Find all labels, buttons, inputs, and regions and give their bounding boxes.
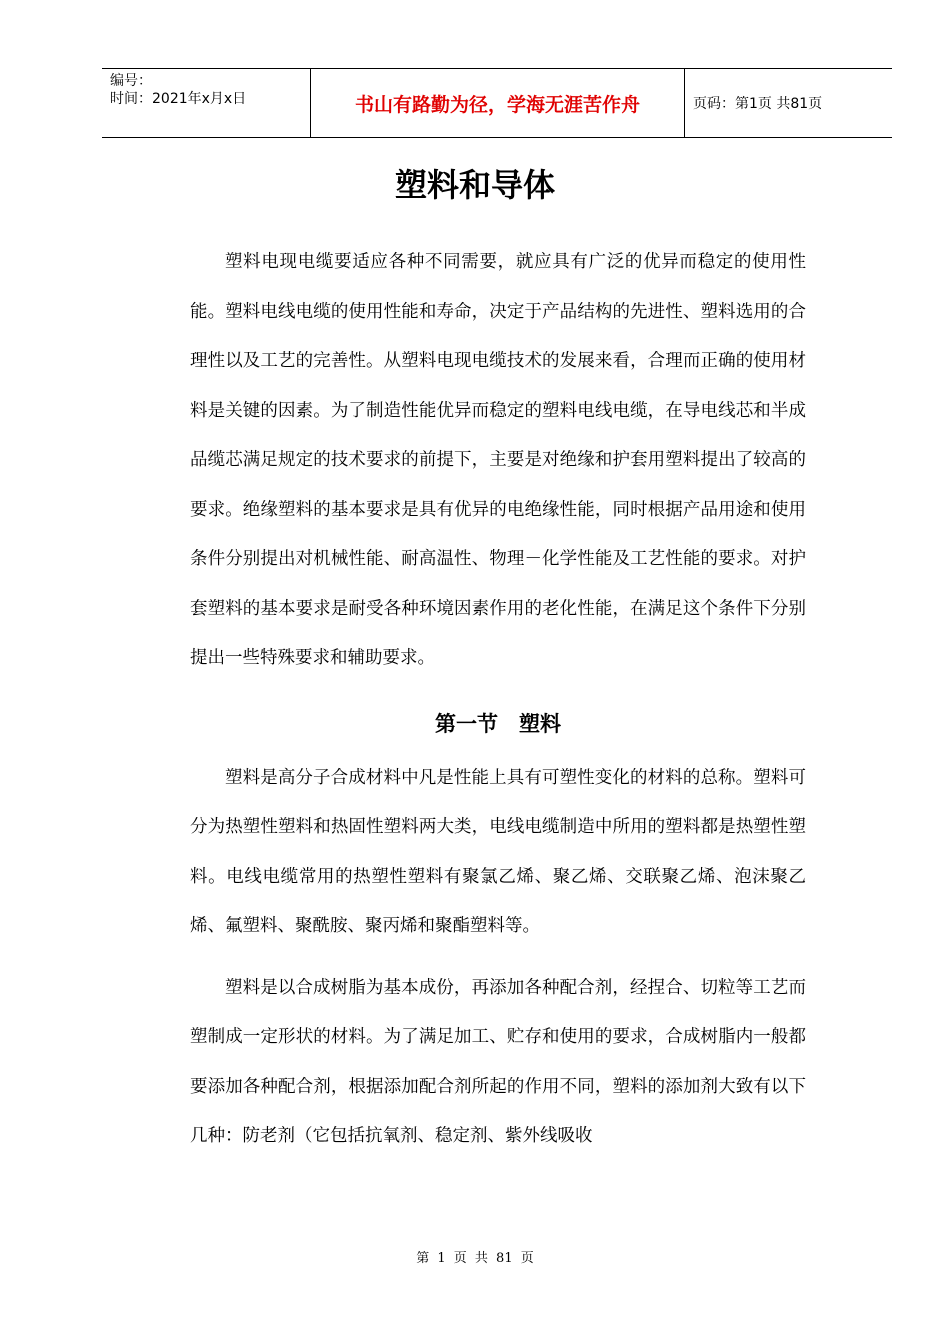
number-label: 编号： bbox=[110, 73, 152, 89]
paragraph-2: 塑料是以合成树脂为基本成份，再添加各种配合剂，经捏合、切粒等工艺而塑制成一定形状的材料。为了满足加工、贮存和使用的要求，合成树脂内一般都要添加各种配合剂，根据添加配合剂所起的作用不同，塑料的添加剂大致有以下几种：防老剂（它包括抗氧剂、稳定剂、紫外线吸收 bbox=[190, 977, 806, 1146]
document-body bbox=[190, 238, 806, 1162]
page-header bbox=[102, 68, 892, 138]
page-footer: 第 1 页 共 81 页 bbox=[416, 1251, 534, 1266]
header-meta bbox=[102, 69, 311, 137]
time-label: 时间：2021年x月x日 bbox=[110, 91, 247, 107]
section-heading: 第一节 塑料 bbox=[435, 711, 561, 736]
header-motto: 书山有路勤为径，学海无涯苦作舟 bbox=[311, 69, 685, 137]
paragraph-1: 塑料是高分子合成材料中凡是性能上具有可塑性变化的材料的总称。塑料可分为热塑性塑料和热固性塑料两大类，电线电缆制造中所用的塑料都是热塑性塑料。电线电缆常用的热塑性塑料有聚氯乙烯、聚乙烯、交联聚乙烯、泡沫聚乙烯、氟塑料、聚酰胺、聚丙烯和聚酯塑料等。 bbox=[190, 767, 806, 936]
header-page-info: 页码：第1页 共81页 bbox=[693, 96, 823, 112]
intro-paragraph: 塑料电现电缆要适应各种不同需要，就应具有广泛的优异而稳定的使用性能。塑料电线电缆的使用性能和寿命，决定于产品结构的先进性、塑料选用的合理性以及工艺的完善性。从塑料电现电缆技术的发展来看，合理而正确的使用材料是关键的因素。为了制造性能优异而稳定的塑料电线电缆，在导电线芯和半成品缆芯满足规定的技术要求的前提下，主要是对绝缘和护套用塑料提出了较高的要求。绝缘塑料的基本要求是具有优异的电绝缘性能，同时根据产品用途和使用条件分别提出对机械性能、耐高温性、物理－化学性能及工艺性能的要求。对护套塑料的基本要求是耐受各种环境因素作用的老化性能，在满足这个条件下分别提出一些特殊要求和辅助要求。 bbox=[190, 252, 806, 668]
document-title: 塑料和导体 bbox=[394, 166, 555, 204]
